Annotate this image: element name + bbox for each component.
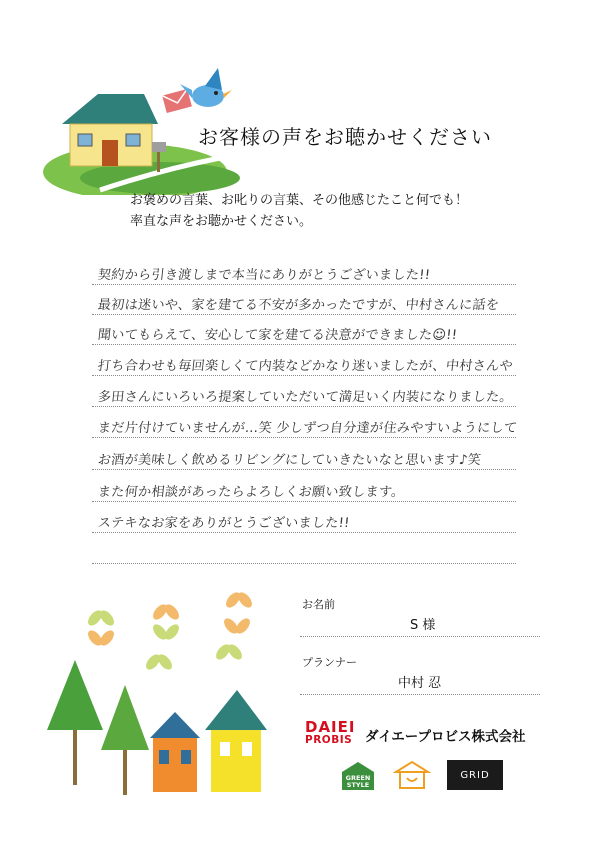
ruled-line	[92, 469, 516, 470]
logo-top-text: DAIEI	[305, 718, 356, 736]
message-line: また何か相談があったらよろしくお願い致します。	[97, 485, 406, 500]
ruled-line	[92, 532, 516, 533]
daiei-probis-logo	[305, 720, 361, 746]
house-smile-badge	[392, 760, 432, 790]
green-style-badge	[340, 760, 376, 790]
ruled-line	[92, 406, 516, 407]
ruled-line	[92, 314, 516, 315]
name-field-line	[300, 636, 540, 637]
badge-green-text: GREEN	[345, 774, 371, 782]
flower-icon	[85, 608, 116, 648]
intro-line-2: 率直な声をお聴かせください。	[130, 214, 313, 229]
badge-style-text: STYLE	[346, 781, 370, 789]
flower-icon	[213, 590, 254, 662]
ruled-line	[92, 375, 516, 376]
company-name: ダイエープロビス株式会社	[365, 729, 526, 745]
logo-bottom-text: PROBIS	[305, 734, 353, 746]
flower-icon	[143, 602, 181, 672]
planner-label: プランナー	[302, 656, 357, 669]
house-icon	[205, 690, 267, 792]
intro-line-1: お褒めの言葉、お叱りの言葉、その他感じたこと何でも！	[130, 193, 469, 208]
name-value: S 様	[410, 618, 436, 633]
ruled-line	[92, 344, 516, 345]
ruled-line	[92, 437, 516, 438]
message-line: お酒が美味しく飲めるリビングにしていきたいなと思います♪笑	[97, 453, 482, 468]
message-line: まだ片付けていませんが…笑 少しずつ自分達が住みやすいようにして	[97, 421, 518, 436]
house-icon	[150, 712, 200, 792]
intro-text	[130, 190, 468, 232]
page-title: お客様の声をお聴かせください	[198, 125, 492, 149]
tree-icon	[101, 685, 149, 795]
message-line: 聞いてもらえて、安心して家を建てる決意ができました☺!!	[97, 328, 458, 343]
planner-field-line	[300, 694, 540, 695]
ruled-line	[92, 501, 516, 502]
message-line: 打ち合わせも毎回楽しくて内装などかなり迷いましたが、中村さんや	[97, 359, 514, 374]
planner-value: 中村 忍	[398, 676, 442, 691]
message-line: 多田さんにいろいろ提案していただいて満足いく内装になりました。	[97, 390, 514, 405]
badge-grid-text: GRID	[460, 770, 490, 781]
trees-houses-illustration	[45, 590, 275, 800]
message-line: ステキなお家をありがとうございました!!	[97, 516, 351, 531]
ruled-line	[92, 563, 516, 564]
tree-icon	[47, 660, 103, 785]
name-label: お名前	[302, 598, 335, 611]
ruled-line	[92, 284, 516, 285]
message-line: 契約から引き渡しまで本当にありがとうございました!!	[97, 268, 431, 283]
grid-badge	[447, 760, 503, 790]
message-line: 最初は迷いや、家を建てる不安が多かったですが、中村さんに話を	[97, 298, 500, 313]
